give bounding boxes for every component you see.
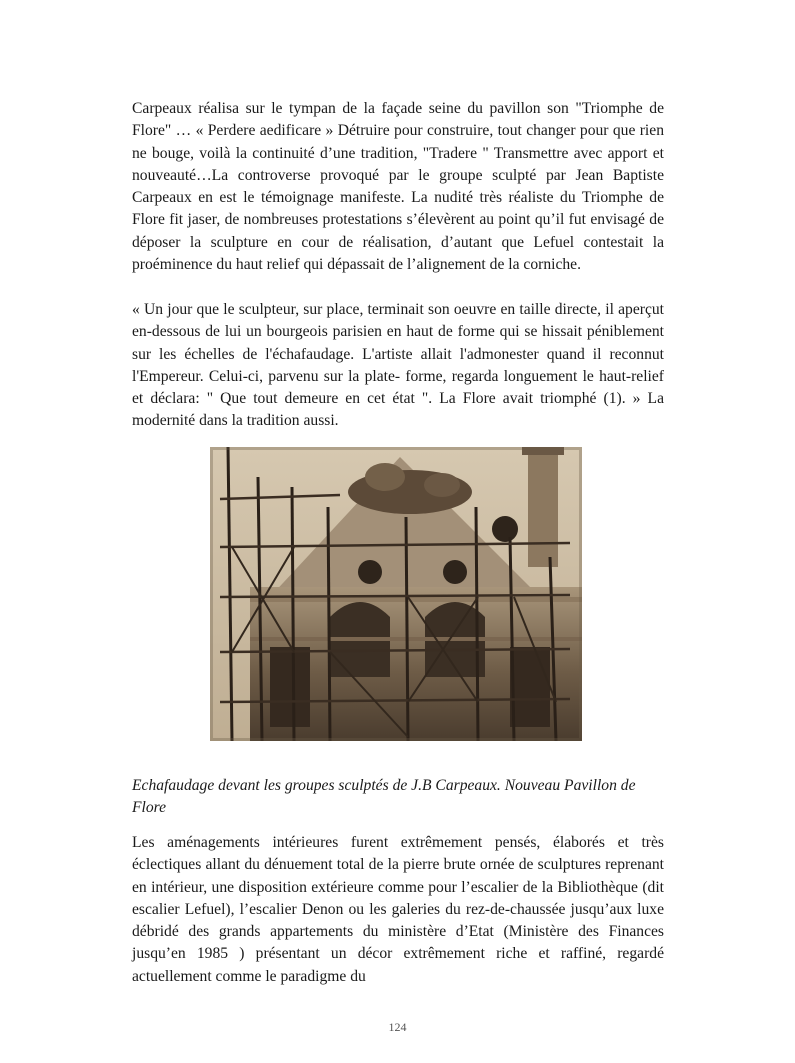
paragraph-emperor-anecdote: « Un jour que le sculpteur, sur place, terminait son oeuvre en taille directe, il aperçut en-dessous de lui un bourgeois parisien en haut de forme qui se hissait péniblement sur les échelles de l'échafaudage. L'artiste allait l'admonester quand il reconnut l'Empereur. Celui-ci, parvenu sur la plate- forme, regarda longuement le haut-relief et déclara: " Que tout demeure en cet état ". La Flore avait triomphé (1). » La modernité dans la tradition aussi. [132,301,664,430]
page-number: 124 [388,1020,407,1034]
photo-caption: Echafaudage devant les groupes sculptés de J.B Carpeaux. Nouveau Pavillon de Flore [132,777,636,816]
paragraph-carpeaux-tympan: Carpeaux réalisa sur le tympan de la façade seine du pavillon son "Triomphe de Flore" … « Perdere aedificare » Détruire pour construire, tout changer pour que rien ne bouge, voilà la continuité d’une tradition, "Tradere " Transmettre avec apport et nouveauté…La controverse provoqué par le groupe sculpté par Jean Baptiste Carpeaux en est le témoignage manifeste. La nudité très réaliste du Triomphe de Flore fit jaser, de nombreuses protestations s’élevèrent au point qu’il fut envisagé de déposer la sculpture en cour de réalisation, d’autant que Lefuel contestait la proéminence du haut relief qui dépassait de l’alignement de la corniche. [132,100,664,274]
scaffolding-photograph [210,447,582,741]
paragraph-interior-design: Les aménagements intérieures furent extrêmement pensés, élaborés et très éclectiques allant du dénuement total de la pierre brute ornée de sculptures reprenant en intérieur, une disposition extérieure comme pour l’escalier de la Bibliothèque (dit escalier Lefuel), l’escalier Denon ou les galeries du rez-de-chaussée jusqu’aux luxe débridé des grands appartements du ministère d’Etat (Ministère des Finances jusqu’en 1985 ) présentant un décor extrêmement riche et raffiné, regardé actuellement comme le paradigme du [132,834,664,985]
